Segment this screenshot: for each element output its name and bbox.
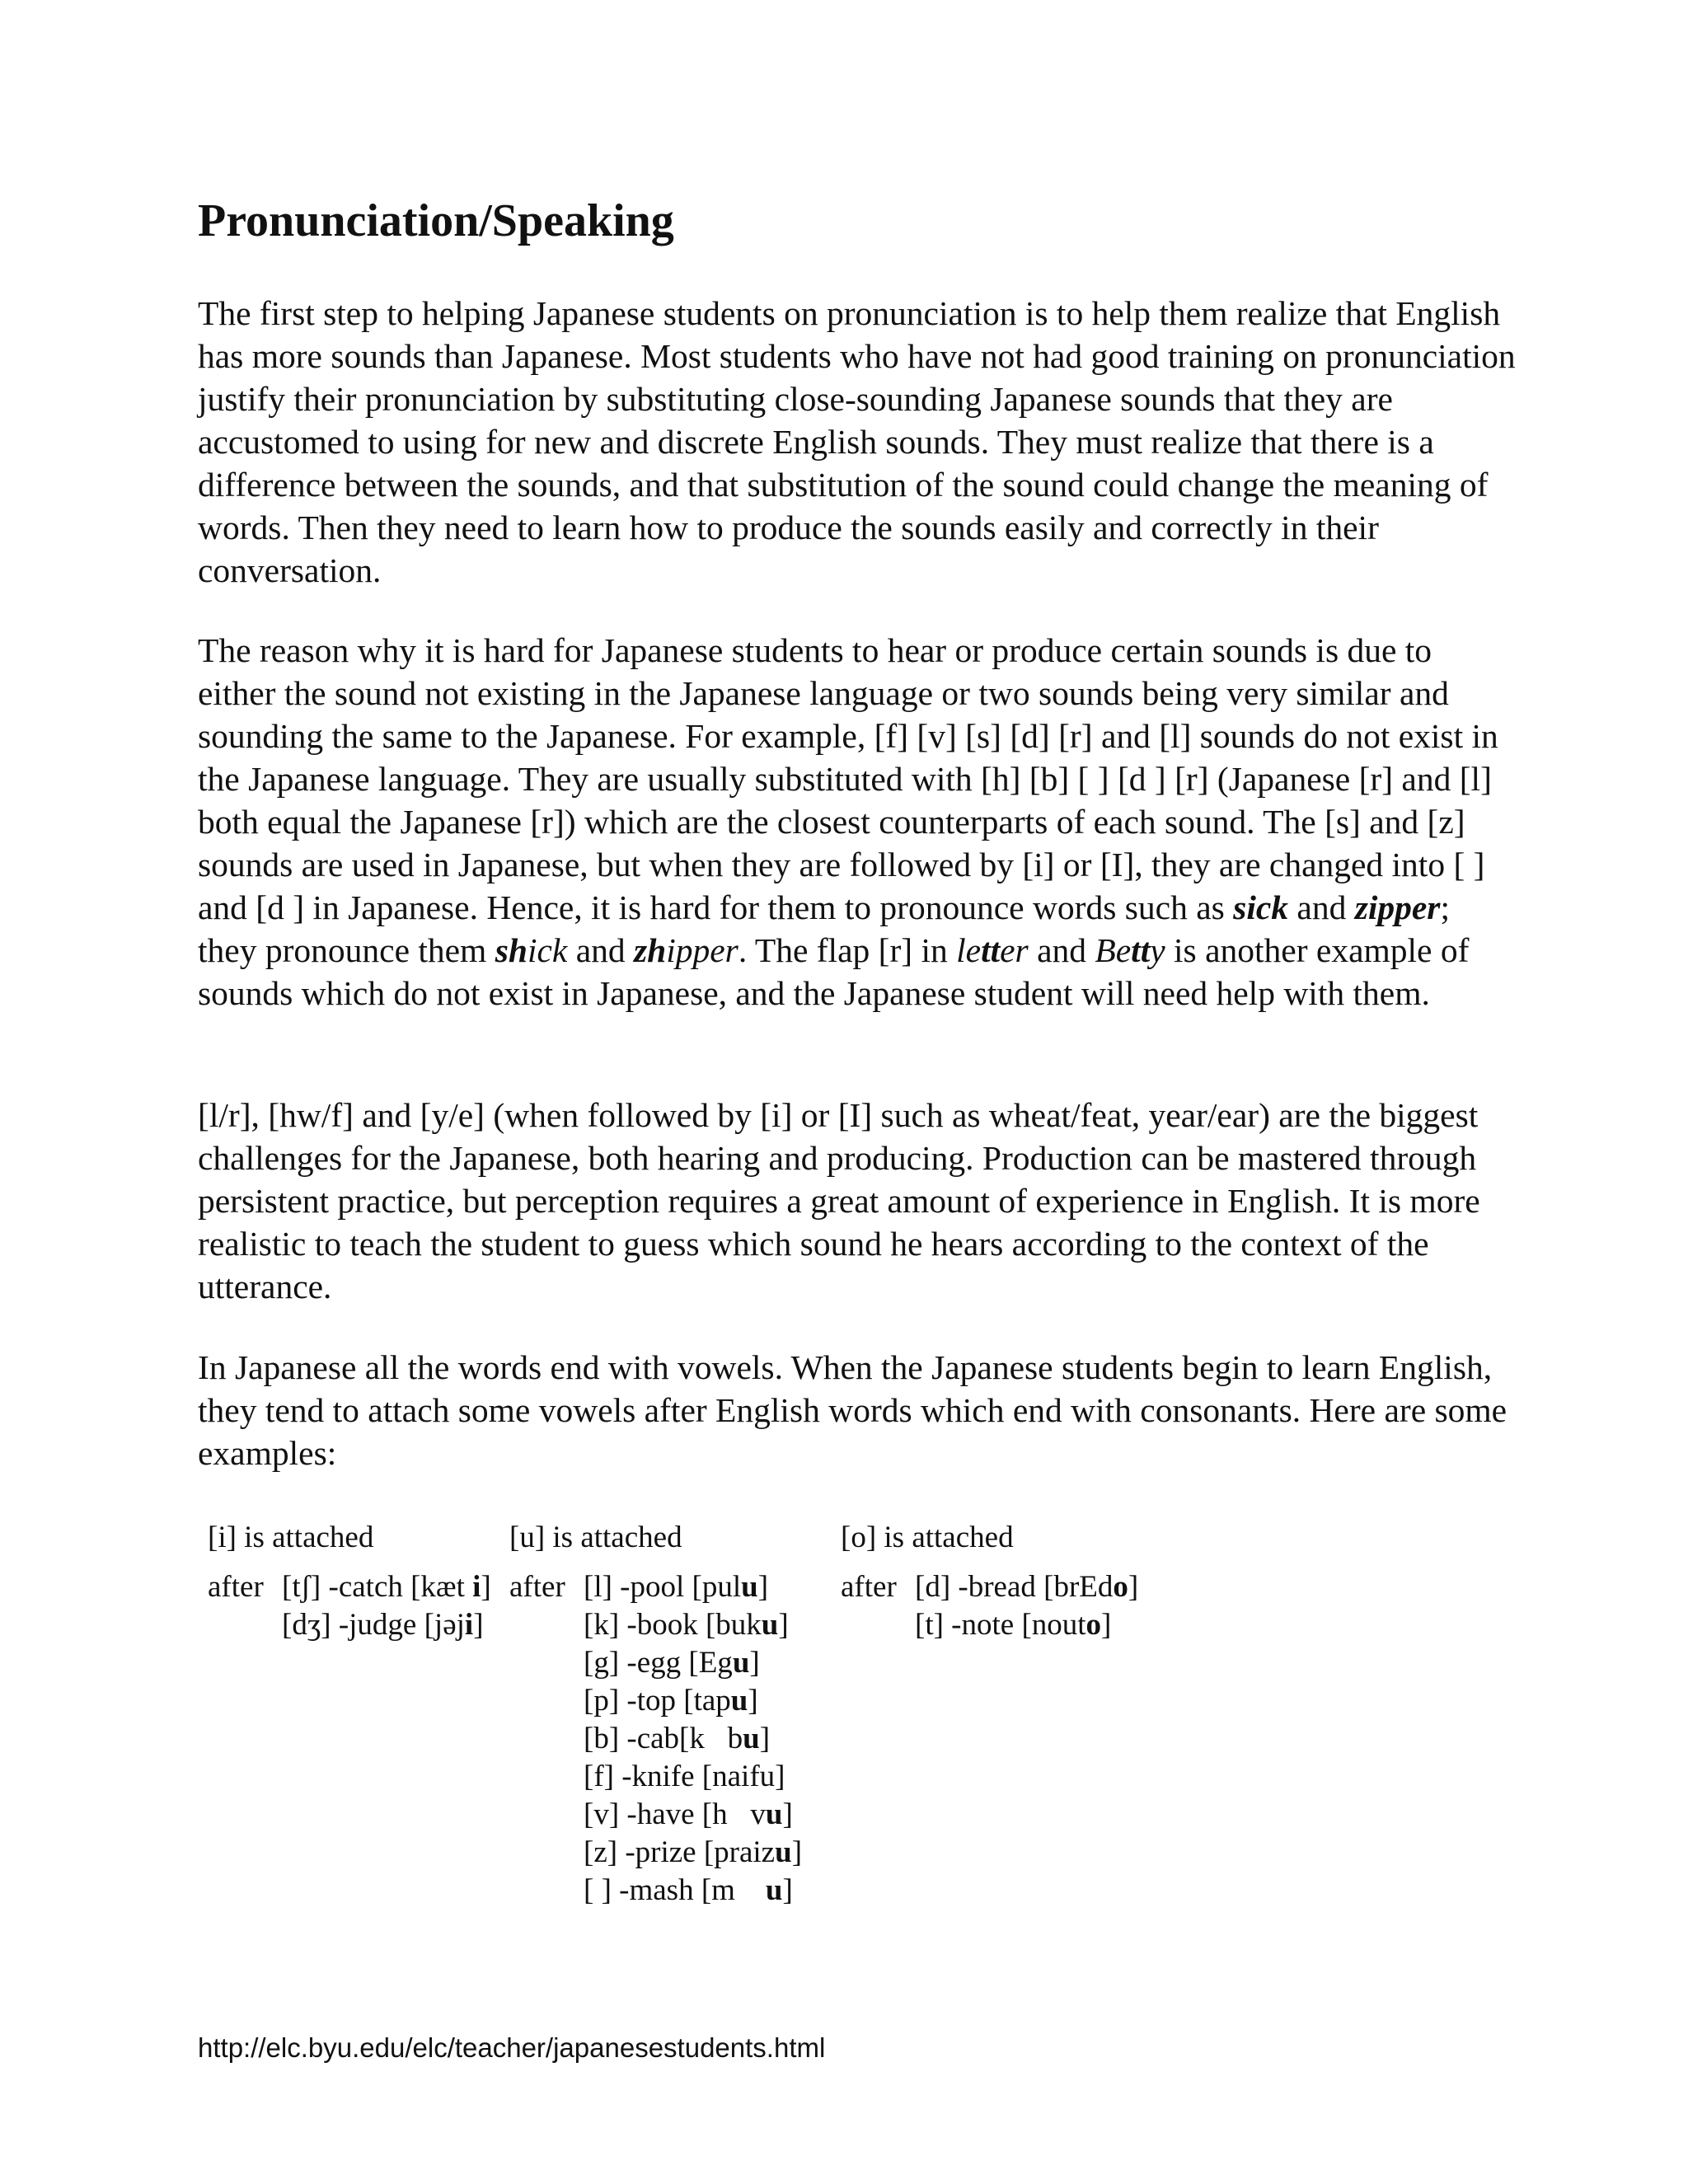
example-row <box>841 1606 1112 1644</box>
paragraph-text: zh <box>634 931 667 969</box>
example-row <box>509 1796 793 1834</box>
example-row <box>509 1834 803 1872</box>
paragraph-text: and <box>567 931 634 969</box>
attached-vowel: u <box>730 1684 748 1718</box>
paragraph-text: sick <box>1233 888 1289 926</box>
attached-vowel: o <box>1113 1570 1128 1604</box>
after-label: after <box>509 1570 565 1604</box>
column-heading: [i] is attached <box>208 1521 374 1554</box>
attached-vowel: u <box>765 1797 783 1831</box>
paragraph-text: le <box>956 931 982 969</box>
example-entry: [k] -book [buku] <box>584 1608 789 1642</box>
source-url[interactable]: http://elc.byu.edu/elc/teacher/japanesestudents.html <box>198 2032 826 2063</box>
example-entry: [p] -top [tapu] <box>584 1684 758 1718</box>
attached-vowel: i <box>472 1570 481 1604</box>
column-heading: [o] is attached <box>841 1521 1014 1554</box>
attached-vowel: u <box>741 1570 758 1604</box>
example-row <box>509 1644 760 1682</box>
after-label: after <box>841 1570 897 1604</box>
paragraph-text: y <box>1150 931 1165 969</box>
paragraph-text: In Japanese all the words end with vowels. When the Japanese students begin to learn English, they tend to attach some vowels after English words which end with consonants. Here are some examples: <box>198 1348 1507 1472</box>
vowel-column-u <box>509 1519 803 1910</box>
example-entry: [d] -bread [brEdo] <box>915 1570 1139 1604</box>
example-entry: [dʒ] -judge [jəji] <box>282 1608 484 1642</box>
paragraph-text: and <box>1028 931 1095 969</box>
paragraph-1 <box>198 292 1517 592</box>
paragraph-text: and <box>1288 888 1355 926</box>
attached-vowel: u <box>775 1835 792 1869</box>
column-heading: [u] is attached <box>509 1521 682 1554</box>
paragraph-text: ipper <box>666 931 738 969</box>
paragraph-text: tt <box>1131 931 1151 969</box>
example-entry: [l] -pool [pulu] <box>584 1570 769 1604</box>
paragraph-2 <box>198 629 1517 1015</box>
paragraph-3 <box>198 1094 1517 1308</box>
paragraph-text: er <box>1000 931 1029 969</box>
paragraph-text: sh <box>495 931 528 969</box>
paragraph-text: is another example of sounds which do not exist in Japanese, and the Japanese student will need help with them. <box>198 931 1470 1012</box>
paragraph-text: . The flap [r] in <box>738 931 957 969</box>
attached-vowel: u <box>761 1608 779 1642</box>
example-row <box>841 1568 1139 1606</box>
example-entry: [ ] -mash [m u] <box>584 1873 793 1907</box>
example-row <box>509 1568 769 1606</box>
example-row <box>509 1872 793 1910</box>
after-label: after <box>208 1570 264 1604</box>
attached-vowel: o <box>1085 1608 1102 1642</box>
example-entry: [tʃ] -catch [kæt i] <box>282 1570 491 1604</box>
paragraph-text: zipper <box>1354 888 1441 926</box>
attached-vowel: u <box>743 1722 760 1755</box>
attached-vowel: u <box>765 1873 783 1907</box>
paragraph-text: ick <box>527 931 568 969</box>
example-row <box>208 1606 484 1644</box>
attached-vowel: u <box>732 1646 750 1680</box>
example-row <box>509 1682 758 1720</box>
example-row <box>509 1606 789 1644</box>
paragraph-text: Be <box>1095 931 1132 969</box>
page-title: Pronunciation/Speaking <box>198 195 674 246</box>
attached-vowel: i <box>464 1608 474 1642</box>
vowel-column-i <box>208 1519 491 1644</box>
paragraph-text: ; they pronounce them <box>198 888 1450 969</box>
vowel-column-o <box>841 1519 1139 1644</box>
paragraph-text: The reason why it is hard for Japanese students to hear or produce certain sounds is due to either the sound not existing in the Japanese language or two sounds being very similar and sounding the same to the Japanese. For example, [f] [v] [s] [d] [r] and [l] sounds do not exist in the Japanese language. They are usually substituted with [h] [b] [ ] [d ] [r] (Japanese [r] and [l] both equal the Japanese [r]) which are the closest counterparts of each sound. The [s] and [z] sounds are used in Japanese, but when they are followed by [i] or [I], they are changed into [ ] and [d ] in Japanese. Hence, it is hard for them to pronounce words such as <box>198 631 1498 926</box>
example-entry: [v] -have [h vu] <box>584 1797 793 1831</box>
paragraph-4 <box>198 1346 1517 1474</box>
example-entry: [b] -cab[k bu] <box>584 1722 771 1755</box>
example-row <box>509 1720 771 1758</box>
paragraph-text: The first step to helping Japanese students on pronunciation is to help them realize that English has more sounds than Japanese. Most students who have not had good training on pronunciation justify their pronunciation by substituting close-sounding Japanese sounds that they are accustomed to using for new and discrete English sounds. They must realize that there is a difference between the sounds, and that substitution of the sound could change the meaning of words. Then they need to learn how to produce the sounds easily and correctly in their conversation. <box>198 294 1516 589</box>
example-entry: [t] -note [nouto] <box>915 1608 1112 1642</box>
paragraph-text: [l/r], [hw/f] and [y/e] (when followed by [i] or [I] such as wheat/feat, year/ear) are the biggest challenges for the Japanese, both hearing and producing. Production can be mastered through persistent practice, but perception requires a great amount of experience in English. It is more realistic to teach the student to guess which sound he hears according to the context of the utterance. <box>198 1096 1480 1305</box>
example-entry: [g] -egg [Egu] <box>584 1646 760 1680</box>
example-row <box>509 1758 785 1796</box>
paragraph-text: tt <box>981 931 1001 969</box>
example-entry: [f] -knife [naifu] <box>584 1760 785 1793</box>
example-entry: [z] -prize [praizu] <box>584 1835 803 1869</box>
example-row <box>208 1568 491 1606</box>
